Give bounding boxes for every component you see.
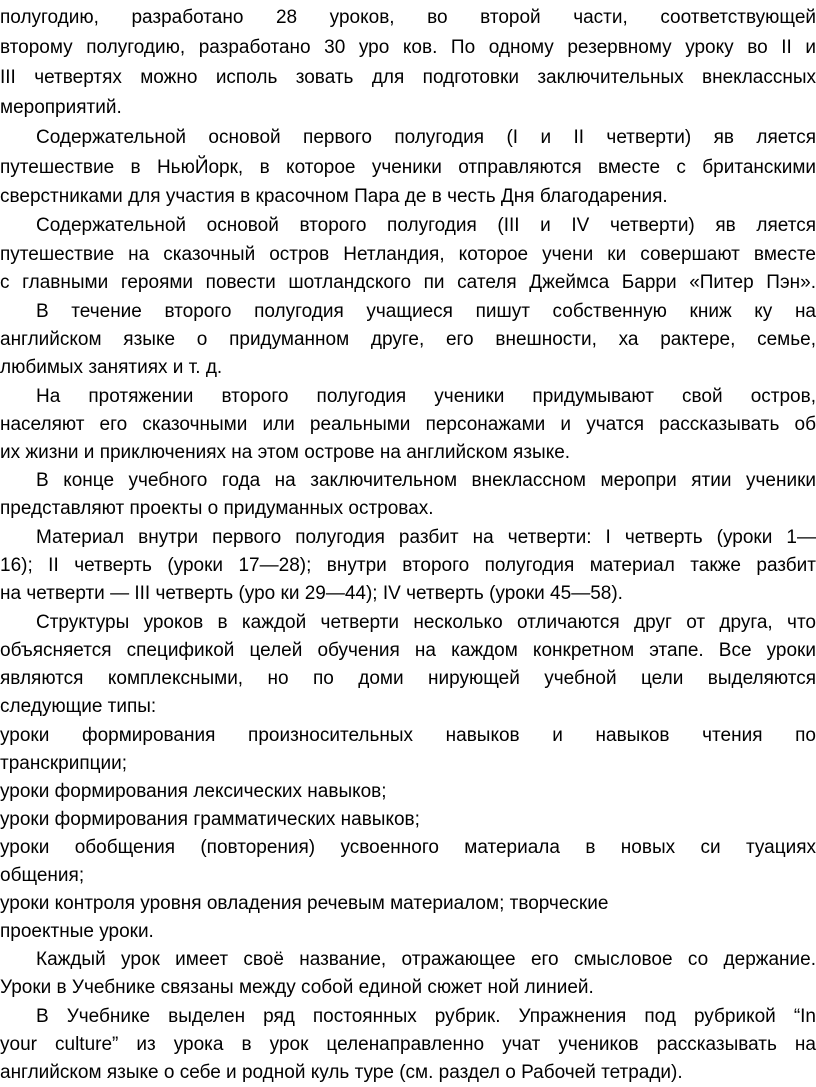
text-line: населяют его сказочными или реальными персонажами и учатся рассказывать об	[0, 414, 816, 435]
text-line: на четверти — III четверть (уро ки 29—44); IV четверть (уроки 45—58).	[0, 583, 623, 604]
list-item: уроки формирования лексических навыков;	[0, 781, 387, 802]
paragraph-first-line: В конце учебного года на заключительном внеклассном меропри ятии ученики	[36, 470, 816, 491]
text-line: с главными героями повести шотландского пи сателя Джеймса Барри «Питер Пэн».	[0, 272, 816, 293]
list-item-continued: проектные уроки.	[0, 921, 154, 942]
text-line: полугодию, разработано 28 уроков, во второй части, соответствующей	[0, 7, 816, 28]
text-line: объясняется спецификой целей обучения на каждом конкретном этапе. Все уроки	[0, 640, 816, 661]
text-line: мероприятий.	[0, 97, 122, 118]
text-line: путешествие на сказочный остров Нетландия, которое учени ки совершают вместе	[0, 244, 816, 265]
text-line: второму полугодию, разработано 30 уро ков. По одному резервному уроку во II и	[0, 37, 816, 58]
paragraph-first-line: В течение второго полугодия учащиеся пишут собственную книж ку на	[36, 301, 816, 322]
text-line: являются комплексными, но по доми нирующей учебной цели выделяются	[0, 668, 816, 689]
text-line: путешествие в НьюЙорк, в которое ученики отправляются вместе с британскими	[0, 157, 816, 178]
paragraph-first-line: Содержательной основой второго полугодия (III и IV четверти) яв ляется	[36, 215, 816, 236]
list-item: уроки обобщения (повторения) усвоенного материала в новых си туациях	[0, 837, 816, 858]
paragraph-first-line: Структуры уроков в каждой четверти несколько отличаются друг от друга, что	[36, 612, 816, 633]
text-line: сверстниками для участия в красочном Пара де в честь Дня благодарения.	[0, 186, 668, 207]
list-item: уроки формирования произносительных навыков и навыков чтения по	[0, 725, 816, 746]
paragraph-first-line: На протяжении второго полугодия ученики придумывают свой остров,	[36, 386, 816, 407]
paragraph-first-line: В Учебнике выделен ряд постоянных рубрик. Упражнения под рубрикой “In	[36, 1006, 816, 1027]
text-line: следующие типы:	[0, 696, 157, 717]
list-item-continued: общения;	[0, 865, 85, 886]
text-line: представляют проекты о придуманных островах.	[0, 498, 434, 519]
list-item: уроки контроля уровня овладения речевым материалом; творческие	[0, 893, 609, 914]
text-line: your culture” из урока в урок целенаправленно учат учеников рассказывать на	[0, 1034, 816, 1055]
list-item: уроки формирования грамматических навыков;	[0, 809, 420, 830]
paragraph-first-line: Материал внутри первого полугодия разбит на четверти: I четверть (уроки 1—	[36, 527, 816, 548]
text-line: английском языке о придуманном друге, его внешности, ха рактере, семье,	[0, 329, 816, 350]
text-line: любимых занятиях и т. д.	[0, 357, 223, 378]
paragraph-first-line: Содержательной основой первого полугодия (I и II четверти) яв ляется	[36, 127, 816, 148]
text-line: английском языке о себе и родной куль туре (см. раздел о Рабочей тетради).	[0, 1062, 683, 1083]
text-line: Уроки в Учебнике связаны между собой единой сюжет ной линией.	[0, 977, 594, 998]
text-line: их жизни и приключениях на этом острове на английском языке.	[0, 442, 571, 463]
text-line: 16); II четверть (уроки 17—28); внутри второго полугодия материал также разбит	[0, 555, 816, 576]
paragraph-first-line: Каждый урок имеет своё название, отражающее его смысловое со держание.	[36, 949, 816, 970]
list-item-continued: транскрипции;	[0, 753, 127, 774]
text-line: III четвертях можно исполь зовать для подготовки заключительных внеклассных	[0, 67, 816, 88]
